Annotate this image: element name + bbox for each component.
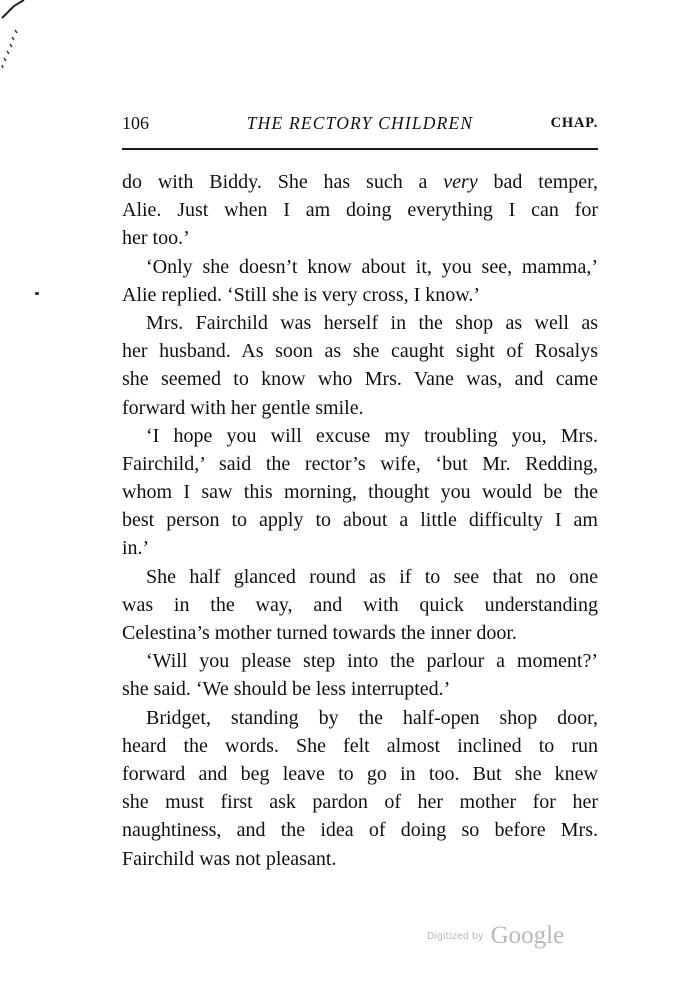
text-line: Mrs. Fairchild was herself in the shop as well as <box>146 311 598 334</box>
text-line: Fairchild was not pleasant. <box>122 847 337 870</box>
running-title: THE RECTORY CHILDREN <box>246 113 474 133</box>
page-number: 106 <box>122 113 149 133</box>
text-line: ‘Only she doesn’t know about it, you see, mamma,’ <box>146 255 598 278</box>
text-line: her too.’ <box>122 227 190 250</box>
text-line: was in the way, and with quick understanding <box>122 593 598 616</box>
text-line: Alie. Just when I am doing everything I can for <box>122 199 598 222</box>
text-line: ‘Will you please step into the parlour a moment?’ <box>146 650 598 673</box>
running-header <box>122 113 598 139</box>
text-line: she said. ‘We should be less interrupted.’ <box>122 678 451 701</box>
body-text <box>122 168 598 873</box>
text-line: She half glanced round as if to see that no one <box>146 565 598 588</box>
text-line: heard the words. She felt almost inclined to run <box>122 734 598 757</box>
text-line: forward with her gentle smile. <box>122 396 364 419</box>
text-line: her husband. As soon as she caught sight of Rosalys <box>122 340 598 363</box>
scan-artifact-marks <box>0 0 40 75</box>
text-line: ‘I hope you will excuse my troubling you, Mrs. <box>146 424 598 447</box>
text-line: in.’ <box>122 537 150 560</box>
header-rule <box>122 148 598 150</box>
chapter-label: CHAP. <box>550 115 598 131</box>
google-logo: Google <box>490 922 565 949</box>
text-line: Alie replied. ‘Still she is very cross, I know.’ <box>122 283 481 306</box>
text-line: Bridget, standing by the half-open shop door, <box>146 706 598 729</box>
text-line: best person to apply to about a little difficulty I am <box>122 509 598 532</box>
text-line: Celestina’s mother turned towards the inner door. <box>122 622 517 644</box>
text-line: forward and beg leave to go in too. But she knew <box>122 762 598 785</box>
text-line: Fairchild,’ said the rector’s wife, ‘but Mr. Redding, <box>122 452 598 475</box>
text-line: she must first ask pardon of her mother for her <box>122 791 598 814</box>
text-line: naughtiness, and the idea of doing so before Mrs. <box>122 819 598 842</box>
stray-ink-dot <box>35 292 39 295</box>
digitized-by-google-watermark <box>427 922 564 952</box>
watermark-prefix: Digitized by <box>427 931 484 942</box>
text-line: whom I saw this morning, thought you would be the <box>122 481 598 504</box>
text-line: do with Biddy. She has such a very bad temper, <box>122 171 598 193</box>
text-line: she seemed to know who Mrs. Vane was, and came <box>122 368 598 391</box>
emphasis-word: very <box>443 171 478 193</box>
